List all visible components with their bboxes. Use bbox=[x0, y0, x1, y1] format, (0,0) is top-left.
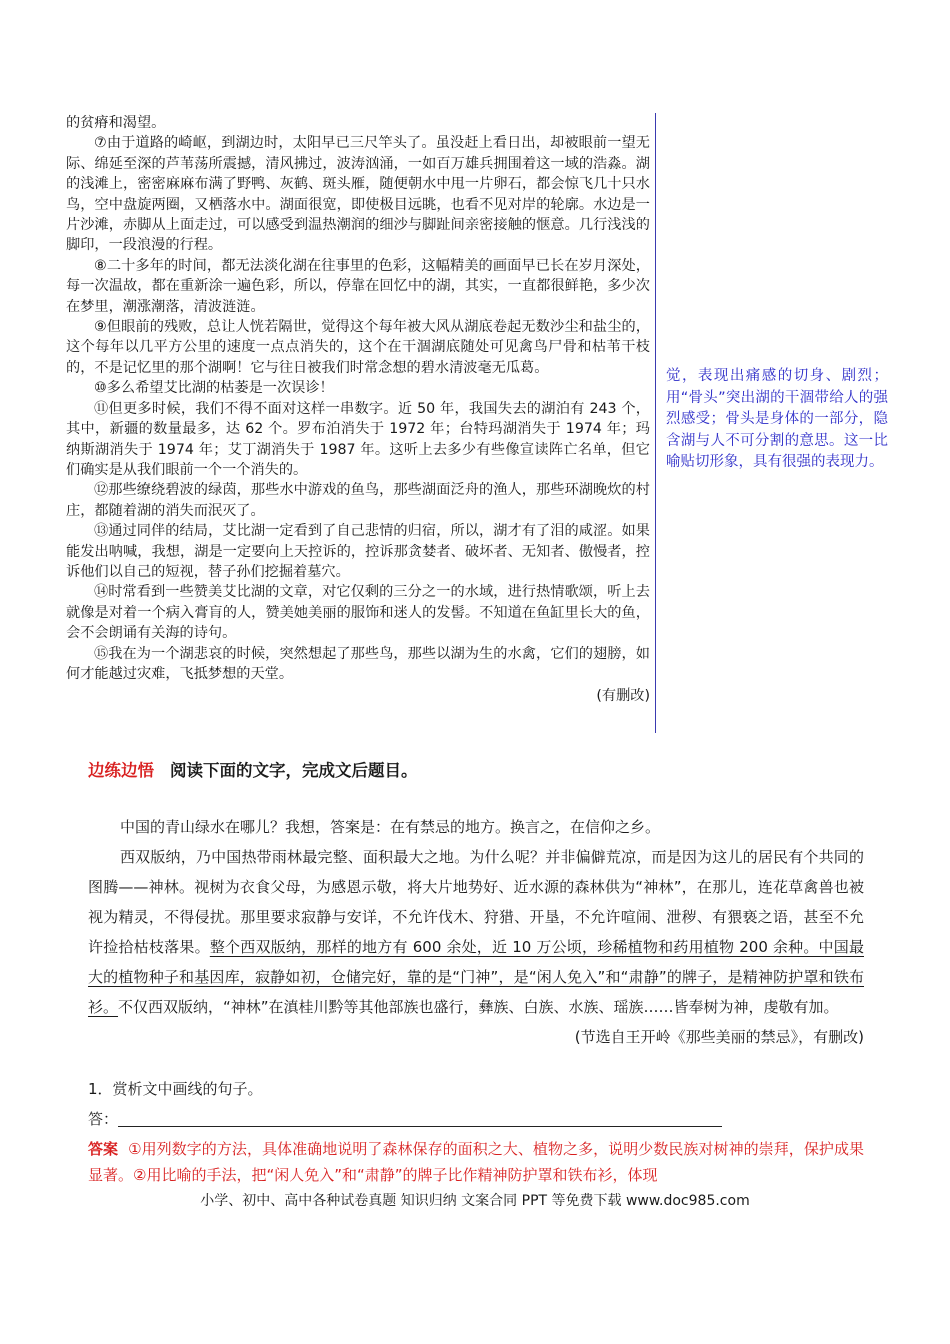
passage-source: (节选自王开岭《那些美丽的禁忌》，有删改) bbox=[574, 1028, 864, 1046]
section-heading bbox=[88, 757, 418, 781]
paragraph-7: ⑦由于道路的崎岖，到湖边时，太阳早已三尺竿头了。虽没赶上看日出，却被眼前一望无际、绵延至深的芦苇荡所震撼，清风拂过，波涛汹涌，一如百万雄兵拥围着这一域的浩淼。湖的浅滩上，密密麻麻布满了野鸭、灰鹤、斑头雁，随便朝水中甩一片卵石，都会惊飞几十只水鸟，空中盘旋两圈，又栖落水中。湖面很宽，即使极目远眺，也看不见对岸的轮廓。水边是一片沙滩，赤脚从上面走过，可以感受到温热潮润的细沙与脚趾间亲密接触的惬意。几行浅浅的脚印，一段浪漫的行程。 bbox=[66, 135, 650, 254]
practice-passage bbox=[88, 812, 864, 1052]
section-instruction: 阅读下面的文字，完成文后题目。 bbox=[170, 761, 418, 780]
paragraph-15: ⑮我在为一个湖悲哀的时候，突然想起了那些鸟，那些以湖为生的水禽，它们的翅膀，如何才能越过灾难，飞抵梦想的天堂。 bbox=[66, 645, 650, 682]
paragraph-14: ⑭时常看到一些赞美艾比湖的文章，对它仅剩的三分之一的水域，进行热情歌颂，听上去就像是对着一个病入膏肓的人，赞美她美丽的服饰和迷人的发髻。不知道在鱼缸里长大的鱼，会不会朗诵有关海的诗句。 bbox=[66, 584, 650, 642]
passage-text: 西双版纳，乃中国热带雨林最完整、面积最大之地。为什么呢？并非偏僻荒凉，而是因为这儿的居民有个共同的图腾——神林。视树为衣食父母，为感恩示敬，将大片地势好、近水源的森林供为“神林”，在那儿，连花草禽兽也被视为精灵，不得侵扰。那里要求寂静与安详，不允许伐木、狩猎、开垦，不允许喧闹、泄秽、有猥亵之语，甚至不允许捡拾枯枝落果。 bbox=[88, 848, 864, 956]
passage-paragraph-1: 中国的青山绿水在哪儿？我想，答案是：在有禁忌的地方。换言之，在信仰之乡。 bbox=[120, 818, 661, 836]
section-tag: 边练边悟 bbox=[88, 761, 154, 780]
answer-field[interactable] bbox=[88, 1108, 728, 1130]
answer-prompt: 答： bbox=[88, 1110, 119, 1128]
answer-block bbox=[88, 1136, 864, 1188]
paragraph-8: ⑧二十多年的时间，都无法淡化湖在往事里的色彩，这幅精美的画面早已长在岁月深处，每一次温故，都在重新涂一遍色彩，所以，停靠在回忆中的湖，其实，一直都很鲜艳，多少次在梦里，潮涨潮落，清波涟涟。 bbox=[66, 257, 650, 315]
answer-blank-line bbox=[118, 1126, 722, 1127]
question-1: 1．赏析文中画线的句子。 bbox=[88, 1080, 263, 1098]
page-footer: 小学、初中、高中各种试卷真题 知识归纳 文案合同 PPT 等免费下载 www.doc985.com bbox=[200, 1193, 750, 1209]
answer-text: ①用列数字的方法，具体准确地说明了森林保存的面积之大、植物之多，说明少数民族对树神的崇拜，保护成果显著。②用比喻的手法，把“闲人免入”和“肃静”的牌子比作精神防护罩和铁布衫，体现 bbox=[88, 1140, 864, 1184]
paragraph-13: ⑬通过同伴的结局，艾比湖一定看到了自己悲情的归宿，所以，湖才有了泪的咸涩。如果能发出呐喊，我想，湖是一定要向上天控诉的，控诉那贪婪者、破坏者、无知者、傲慢者，控诉他们以自己的短视，替子孙们挖掘着墓穴。 bbox=[66, 523, 650, 580]
passage-paragraph-2 bbox=[88, 842, 864, 1022]
paragraph-12: ⑫那些缭绕碧波的绿茵，那些水中游戏的鱼鸟，那些湖面泛舟的渔人，那些环湖晚炊的村庄，都随着湖的消失而泯灭了。 bbox=[66, 482, 650, 519]
reading-passage bbox=[66, 113, 650, 707]
answer-label: 答案 bbox=[88, 1140, 119, 1158]
paragraph-9: ⑨但眼前的残败，总让人恍若隔世，觉得这个每年被大风从湖底卷起无数沙尘和盐尘的，这个每年以几平方公里的速度一点点消失的，这个在干涸湖底随处可见禽鸟尸骨和枯苇干枝的，不是记忆里的那个湖啊！它与往日被我们时常念想的碧水清波毫无瓜葛。 bbox=[66, 319, 650, 376]
paragraph-11: ⑪但更多时候，我们不得不面对这样一串数字。近 50 年，我国失去的湖泊有 243 个，其中，新疆的数量最多，达 62 个。罗布泊消失于 1972 年；台特玛湖消失于 1974 年；玛纳斯湖消失于 1974 年；艾丁湖消失于 1987 年。这听上去多少有些像宣读阵亡名单，但它们确实是从我们眼前一个一个消失的。 bbox=[66, 400, 650, 478]
margin-annotation: 觉，表现出痛感的切身、剧烈；用“骨头”突出湖的干涸带给人的强烈感受；骨头是身体的一部分，隐含湖与人不可分割的意思。这一比喻贴切形象，具有很强的表现力。 bbox=[666, 368, 888, 470]
paragraph-10: ⑩多么希望艾比湖的枯萎是一次误诊！ bbox=[94, 380, 334, 397]
passage-text: 不仅西双版纳，“神林”在滇桂川黔等其他部族也盛行，彝族、白族、水族、瑶族……皆奉树为神，虔敬有加。 bbox=[118, 998, 839, 1016]
source-note: (有删改) bbox=[596, 688, 650, 705]
margin-divider bbox=[655, 113, 656, 733]
paragraph-fragment: 的贫瘠和渴望。 bbox=[66, 115, 166, 131]
underlined-sentence: 整个西双版纳，那样的地方有 600 余处，近 10 万公顷，珍稀植物和药用植物 200 余种。中国最大的植物种子和基因库，寂静如初，仓储完好，靠的是“门神”，是“闲人免入”和“肃静”的牌子，是精神防护罩和铁布衫。 bbox=[88, 938, 864, 1016]
